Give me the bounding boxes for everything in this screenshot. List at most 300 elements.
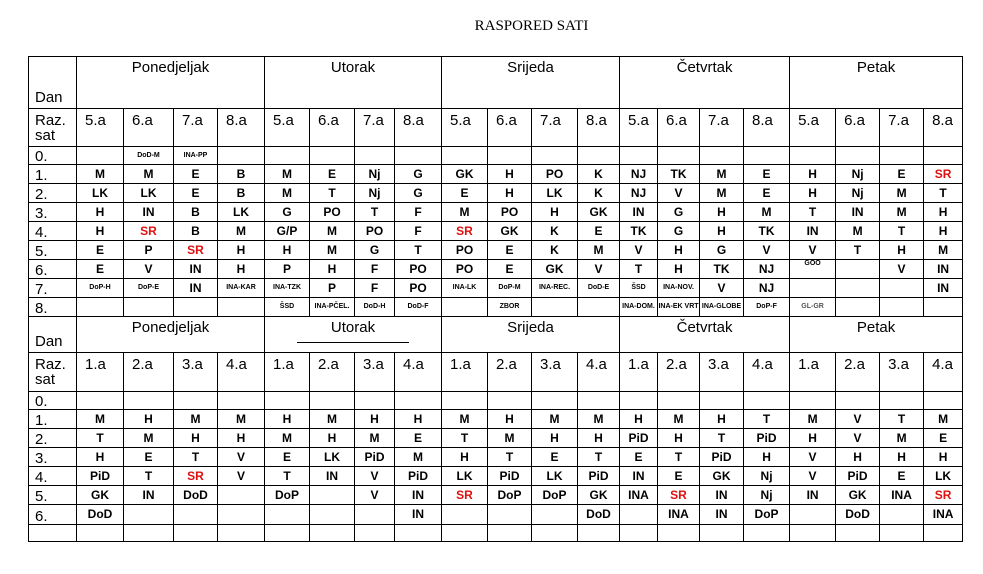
schedule-cell: M (880, 203, 924, 222)
schedule-cell (836, 147, 880, 165)
day-header-row (29, 57, 963, 109)
schedule-cell (836, 279, 880, 298)
empty-cell (124, 525, 174, 542)
period-label: 3. (29, 203, 77, 222)
class-header: 8.a (218, 109, 265, 147)
schedule-cell: DoD-E (578, 279, 620, 298)
empty-cell (924, 525, 963, 542)
class-header: 8.a (924, 109, 963, 147)
schedule-cell: B (174, 203, 218, 222)
schedule-cell: T (578, 448, 620, 467)
empty-cell (310, 525, 355, 542)
schedule-cell: ŠSD (620, 279, 658, 298)
schedule-cell: INA-DOM. (620, 298, 658, 317)
schedule-cell: PiD (395, 467, 442, 486)
schedule-cell (77, 392, 124, 410)
schedule-cell: H (880, 448, 924, 467)
class-header: 1.a (790, 353, 836, 392)
day-header-1 (265, 57, 442, 109)
schedule-cell: F (355, 279, 395, 298)
schedule-cell: INA (658, 505, 700, 525)
schedule-cell: INA-REC. (532, 279, 578, 298)
schedule-cell: H (836, 448, 880, 467)
schedule-cell (924, 298, 963, 317)
day-name: Utorak (330, 59, 376, 76)
schedule-cell (836, 298, 880, 317)
sat-label: sat (35, 371, 56, 388)
class-header: 2.a (124, 353, 174, 392)
class-header: 4.a (218, 353, 265, 392)
schedule-cell (265, 392, 310, 410)
schedule-cell: T (880, 410, 924, 429)
schedule-cell: PiD (77, 467, 124, 486)
schedule-cell (578, 147, 620, 165)
day-name: Četvrtak (676, 319, 733, 336)
schedule-cell: V (790, 467, 836, 486)
empty-cell (790, 525, 836, 542)
period-row (29, 222, 963, 241)
schedule-cell: Nj (355, 165, 395, 184)
schedule-cell: LK (124, 184, 174, 203)
schedule-cell: IN (790, 486, 836, 505)
schedule-cell: PO (442, 260, 488, 279)
day-name: Utorak (330, 319, 376, 336)
schedule-cell: DoD (836, 505, 880, 525)
schedule-cell: Nj (355, 184, 395, 203)
schedule-cell (355, 392, 395, 410)
schedule-cell (265, 505, 310, 525)
schedule-cell (124, 298, 174, 317)
schedule-cell: T (924, 184, 963, 203)
day-header-4 (790, 317, 963, 353)
schedule-cell: M (700, 165, 744, 184)
day-header-3 (620, 57, 790, 109)
class-header: 6.a (310, 109, 355, 147)
class-header: 5.a (442, 109, 488, 147)
schedule-cell: DoD (77, 505, 124, 525)
schedule-cell: E (532, 448, 578, 467)
schedule-cell: Nj (744, 467, 790, 486)
day-header-0 (77, 57, 265, 109)
period-row (29, 298, 963, 317)
schedule-cell: H (790, 165, 836, 184)
schedule-cell: T (700, 429, 744, 448)
class-header: 6.a (488, 109, 532, 147)
period-label: 0. (29, 147, 77, 165)
period-label: 1. (29, 410, 77, 429)
schedule-cell: E (488, 260, 532, 279)
period-label: 6. (29, 260, 77, 279)
schedule-cell: M (658, 410, 700, 429)
schedule-cell: PO (532, 165, 578, 184)
schedule-cell: INA-TZK (265, 279, 310, 298)
schedule-cell: DoD-M (124, 147, 174, 165)
schedule-cell (924, 147, 963, 165)
schedule-cell: LK (532, 467, 578, 486)
schedule-cell: E (880, 165, 924, 184)
schedule-cell: GK (578, 486, 620, 505)
class-header: 3.a (700, 353, 744, 392)
schedule-cell (124, 392, 174, 410)
schedule-cell: M (310, 410, 355, 429)
schedule-cell (310, 147, 355, 165)
schedule-cell: E (744, 184, 790, 203)
schedule-cell (174, 298, 218, 317)
schedule-cell: E (488, 241, 532, 260)
schedule-cell: G (355, 241, 395, 260)
schedule-cell (790, 505, 836, 525)
schedule-cell: PiD (700, 448, 744, 467)
schedule-cell: H (488, 165, 532, 184)
schedule-cell: PO (310, 203, 355, 222)
empty-cell (442, 525, 488, 542)
schedule-cell (532, 505, 578, 525)
day-header-1 (265, 317, 442, 353)
schedule-cell: M (265, 165, 310, 184)
schedule-cell: E (924, 429, 963, 448)
schedule-cell (218, 486, 265, 505)
class-header: 3.a (880, 353, 924, 392)
schedule-cell: DoD-F (395, 298, 442, 317)
schedule-cell: T (77, 429, 124, 448)
schedule-cell: LK (77, 184, 124, 203)
empty-cell (658, 525, 700, 542)
schedule-cell (744, 147, 790, 165)
schedule-cell (124, 505, 174, 525)
schedule-cell: PiD (355, 448, 395, 467)
day-header-4 (790, 57, 963, 109)
sat-label: sat (35, 126, 56, 144)
schedule-cell (880, 392, 924, 410)
schedule-cell: INA-PP (174, 147, 218, 165)
period-row (29, 467, 963, 486)
schedule-cell: PiD (578, 467, 620, 486)
schedule-cell: PO (395, 279, 442, 298)
empty-cell (395, 525, 442, 542)
schedule-cell (218, 505, 265, 525)
schedule-cell: T (880, 222, 924, 241)
schedule-cell: H (700, 222, 744, 241)
schedule-cell: DoP (488, 486, 532, 505)
schedule-cell: T (836, 241, 880, 260)
schedule-cell: T (658, 448, 700, 467)
class-header-row (29, 109, 963, 147)
schedule-cell: PiD (620, 429, 658, 448)
schedule-cell: V (124, 260, 174, 279)
schedule-cell: IN (310, 467, 355, 486)
schedule-cell: T (395, 241, 442, 260)
schedule-cell: NJ (620, 184, 658, 203)
schedule-cell: PO (395, 260, 442, 279)
schedule-cell: H (532, 203, 578, 222)
schedule-cell (880, 147, 924, 165)
schedule-cell: M (265, 429, 310, 448)
schedule-cell: IN (620, 467, 658, 486)
schedule-cell: H (700, 410, 744, 429)
period-label: 2. (29, 184, 77, 203)
schedule-cell (744, 392, 790, 410)
period-row (29, 260, 963, 279)
schedule-cell: T (620, 260, 658, 279)
day-name: Petak (856, 319, 896, 336)
schedule-cell: SR (658, 486, 700, 505)
period-row (29, 486, 963, 505)
schedule-cell: K (532, 222, 578, 241)
period-row (29, 429, 963, 448)
schedule-cell: P (265, 260, 310, 279)
schedule-cell: GK (442, 165, 488, 184)
schedule-cell (880, 279, 924, 298)
period-row (29, 410, 963, 429)
class-header: 1.a (77, 353, 124, 392)
raz-sat-label (29, 109, 77, 147)
schedule-cell (790, 147, 836, 165)
schedule-cell: H (488, 410, 532, 429)
schedule-cell: H (790, 184, 836, 203)
schedule-cell: G (395, 165, 442, 184)
class-header: 5.a (790, 109, 836, 147)
schedule-cell: B (218, 165, 265, 184)
schedule-cell: M (924, 241, 963, 260)
dan-label: Dan (29, 57, 77, 109)
schedule-cell: INA-NOV. (658, 279, 700, 298)
schedule-cell: G (395, 184, 442, 203)
schedule-cell: H (488, 184, 532, 203)
period-label: 6. (29, 505, 77, 525)
schedule-cell: M (355, 429, 395, 448)
schedule-cell: PO (442, 241, 488, 260)
schedule-cell: T (265, 467, 310, 486)
empty-cell (265, 525, 310, 542)
schedule-cell: T (310, 184, 355, 203)
schedule-cell: F (355, 260, 395, 279)
schedule-cell: G/P (265, 222, 310, 241)
schedule-cell: V (744, 241, 790, 260)
schedule-cell: M (532, 410, 578, 429)
schedule-cell: DoP (532, 486, 578, 505)
schedule-cell: T (174, 448, 218, 467)
schedule-cell: IN (924, 260, 963, 279)
schedule-cell: B (218, 184, 265, 203)
schedule-cell: SR (124, 222, 174, 241)
empty-cell (532, 525, 578, 542)
schedule-cell: K (532, 241, 578, 260)
schedule-cell: DoP (744, 505, 790, 525)
schedule-cell: V (355, 486, 395, 505)
schedule-cell (658, 147, 700, 165)
class-header: 6.a (124, 109, 174, 147)
schedule-cell: LK (218, 203, 265, 222)
schedule-cell: ZBOR (488, 298, 532, 317)
schedule-cell: M (836, 222, 880, 241)
schedule-cell: INA-EK VRT (658, 298, 700, 317)
schedule-cell: M (124, 165, 174, 184)
schedule-cell: H (77, 203, 124, 222)
period-label: 3. (29, 448, 77, 467)
class-header: 5.a (265, 109, 310, 147)
schedule-cell: E (265, 448, 310, 467)
schedule-cell: E (174, 184, 218, 203)
period-label: 2. (29, 429, 77, 448)
schedule-cell: Nj (836, 184, 880, 203)
schedule-cell: V (658, 184, 700, 203)
schedule-cell: GK (77, 486, 124, 505)
period-row (29, 203, 963, 222)
schedule-cell (355, 147, 395, 165)
schedule-cell: E (880, 467, 924, 486)
class-header: 2.a (836, 353, 880, 392)
schedule-cell (265, 147, 310, 165)
period-label: 5. (29, 486, 77, 505)
period-label: 4. (29, 467, 77, 486)
schedule-cell (836, 260, 880, 279)
schedule-cell: H (658, 260, 700, 279)
schedule-cell (620, 392, 658, 410)
schedule-cell: F (395, 203, 442, 222)
class-header: 4.a (744, 353, 790, 392)
schedule-cell: H (265, 410, 310, 429)
schedule-cell: IN (395, 505, 442, 525)
schedule-cell: GL-GR (790, 298, 836, 317)
schedule-cell: T (744, 410, 790, 429)
schedule-cell: IN (924, 279, 963, 298)
page-title: RASPORED SATI (474, 18, 589, 34)
schedule-cell: NJ (620, 165, 658, 184)
class-header: 4.a (395, 353, 442, 392)
empty-cell (578, 525, 620, 542)
schedule-cell: M (880, 184, 924, 203)
schedule-cell: SR (442, 486, 488, 505)
schedule-cell: P (310, 279, 355, 298)
schedule-cell: M (442, 203, 488, 222)
class-header: 8.a (578, 109, 620, 147)
schedule-cell: E (578, 222, 620, 241)
schedule-cell: DoD (578, 505, 620, 525)
schedule-cell: Nj (744, 486, 790, 505)
period-label: 0. (29, 392, 77, 410)
schedule-cell: H (174, 429, 218, 448)
class-header: 2.a (488, 353, 532, 392)
class-header: 4.a (924, 353, 963, 392)
day-header-3 (620, 317, 790, 353)
schedule-cell: H (744, 448, 790, 467)
schedule-cell: M (880, 429, 924, 448)
schedule-cell: H (532, 429, 578, 448)
schedule-cell: V (700, 279, 744, 298)
class-header: 1.a (265, 353, 310, 392)
class-header: 7.a (532, 109, 578, 147)
schedule-cell: M (77, 410, 124, 429)
schedule-cell: ŠSD (265, 298, 310, 317)
schedule-cell: INA-PČEL. (310, 298, 355, 317)
empty-row (29, 525, 963, 542)
schedule-cell: NJ (744, 260, 790, 279)
class-header: 3.a (532, 353, 578, 392)
schedule-cell: M (700, 184, 744, 203)
schedule-cell: H (924, 448, 963, 467)
schedule-cell (442, 392, 488, 410)
schedule-cell: M (744, 203, 790, 222)
schedule-cell: T (488, 448, 532, 467)
schedule-cell: H (658, 429, 700, 448)
schedule-table (28, 56, 963, 542)
schedule-cell: SR (174, 467, 218, 486)
schedule-cell: IN (620, 203, 658, 222)
schedule-cell: T (124, 467, 174, 486)
class-header: 5.a (620, 109, 658, 147)
schedule-cell: T (442, 429, 488, 448)
schedule-cell: V (790, 448, 836, 467)
upper-schedule (29, 57, 963, 317)
schedule-cell: M (218, 410, 265, 429)
period-label: 4. (29, 222, 77, 241)
schedule-cell (620, 147, 658, 165)
class-header: 7.a (174, 109, 218, 147)
schedule-cell: M (488, 429, 532, 448)
schedule-cell (310, 505, 355, 525)
schedule-cell: M (924, 410, 963, 429)
schedule-cell (578, 298, 620, 317)
schedule-cell (218, 298, 265, 317)
empty-cell (620, 525, 658, 542)
schedule-cell: H (265, 241, 310, 260)
schedule-cell: V (218, 467, 265, 486)
period-row (29, 184, 963, 203)
schedule-cell: IN (124, 486, 174, 505)
day-underline (297, 342, 409, 343)
schedule-cell (880, 505, 924, 525)
class-header: 8.a (395, 109, 442, 147)
dan-label: Dan (29, 317, 77, 353)
schedule-cell (218, 147, 265, 165)
schedule-cell: SR (924, 165, 963, 184)
schedule-cell (442, 147, 488, 165)
empty-cell (744, 525, 790, 542)
class-header: 8.a (744, 109, 790, 147)
empty-cell (174, 525, 218, 542)
schedule-cell (77, 298, 124, 317)
schedule-cell: H (658, 241, 700, 260)
period-row (29, 448, 963, 467)
schedule-cell (700, 147, 744, 165)
schedule-cell (310, 392, 355, 410)
schedule-cell: V (218, 448, 265, 467)
schedule-cell: H (77, 222, 124, 241)
schedule-cell: M (442, 410, 488, 429)
empty-cell (355, 525, 395, 542)
schedule-cell: LK (532, 184, 578, 203)
schedule-cell: F (395, 222, 442, 241)
class-header: 3.a (355, 353, 395, 392)
schedule-cell: IN (395, 486, 442, 505)
schedule-cell: PiD (836, 467, 880, 486)
day-name: Ponedjeljak (131, 59, 210, 76)
schedule-cell: GK (532, 260, 578, 279)
lower-schedule (29, 317, 963, 542)
period-label: 5. (29, 241, 77, 260)
class-header: 7.a (880, 109, 924, 147)
empty-cell (77, 525, 124, 542)
schedule-cell: V (880, 260, 924, 279)
schedule-cell: M (265, 184, 310, 203)
schedule-cell: E (658, 467, 700, 486)
schedule-cell (395, 392, 442, 410)
schedule-cell: M (578, 410, 620, 429)
schedule-cell: IN (700, 505, 744, 525)
schedule-cell: V (790, 241, 836, 260)
schedule-cell (790, 392, 836, 410)
schedule-cell: H (790, 429, 836, 448)
